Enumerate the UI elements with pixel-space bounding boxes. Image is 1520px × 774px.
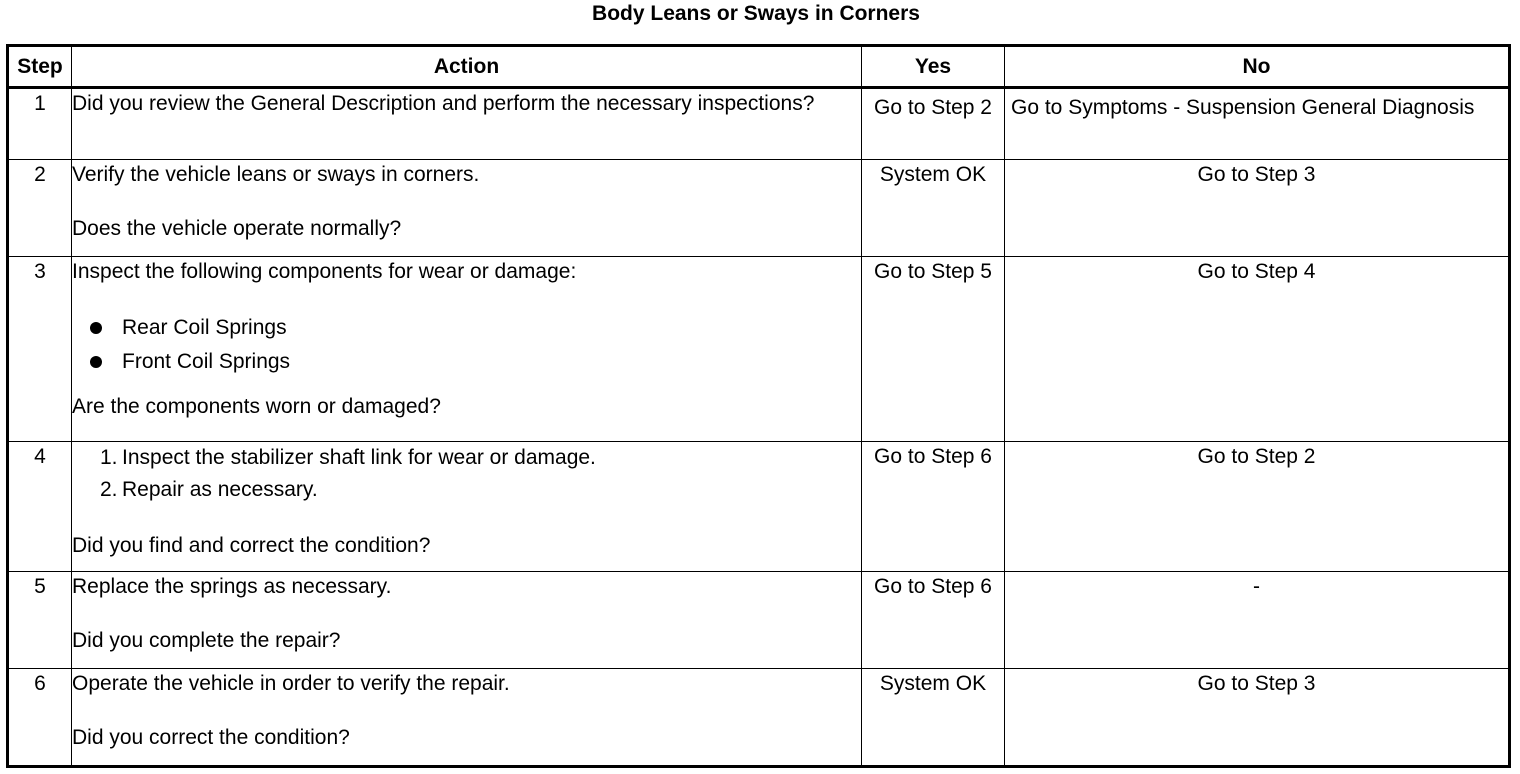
action-text: Did you review the General Description and perform the necessary inspections? bbox=[72, 88, 862, 160]
header-no: No bbox=[1005, 46, 1510, 88]
no-result: Go to Step 3 bbox=[1005, 669, 1510, 767]
procedure-list bbox=[72, 442, 861, 506]
bullet-icon bbox=[90, 322, 102, 334]
list-item: 2. Repair as necessary. bbox=[100, 478, 318, 501]
no-result: Go to Symptoms - Suspension General Diagnosis bbox=[1005, 88, 1510, 160]
header-row bbox=[8, 46, 1510, 88]
action-text: Replace the springs as necessary. bbox=[72, 575, 392, 598]
action-question: Did you correct the condition? bbox=[72, 726, 350, 749]
table-row bbox=[8, 160, 1510, 257]
table-row bbox=[8, 572, 1510, 669]
step-number: 2 bbox=[8, 160, 72, 257]
table-row bbox=[8, 88, 1510, 160]
no-result: Go to Step 2 bbox=[1005, 442, 1510, 572]
action-cell bbox=[72, 669, 862, 767]
action-question: Did you find and correct the condition? bbox=[72, 534, 431, 557]
action-text: Verify the vehicle leans or sways in corners. bbox=[72, 163, 480, 186]
action-question: Does the vehicle operate normally? bbox=[72, 217, 402, 240]
action-question: Did you complete the repair? bbox=[72, 629, 341, 652]
yes-result: Go to Step 6 bbox=[862, 442, 1005, 572]
no-result: Go to Step 3 bbox=[1005, 160, 1510, 257]
yes-result: Go to Step 2 bbox=[862, 88, 1005, 160]
list-item: Front Coil Springs bbox=[72, 345, 861, 379]
step-number: 5 bbox=[8, 572, 72, 669]
action-cell bbox=[72, 257, 862, 442]
table-row bbox=[8, 669, 1510, 767]
action-cell bbox=[72, 572, 862, 669]
list-item: 1. Inspect the stabilizer shaft link for wear or damage. bbox=[100, 446, 596, 469]
action-cell bbox=[72, 442, 862, 572]
table-row bbox=[8, 257, 1510, 442]
step-number: 6 bbox=[8, 669, 72, 767]
action-cell bbox=[72, 160, 862, 257]
step-number: 3 bbox=[8, 257, 72, 442]
yes-result: Go to Step 5 bbox=[862, 257, 1005, 442]
header-yes: Yes bbox=[862, 46, 1005, 88]
yes-result: System OK bbox=[862, 160, 1005, 257]
bullet-icon bbox=[90, 356, 102, 368]
page-title: Body Leans or Sways in Corners bbox=[592, 2, 920, 25]
diagnostic-table bbox=[6, 44, 1511, 768]
yes-result: Go to Step 6 bbox=[862, 572, 1005, 669]
header-action: Action bbox=[72, 46, 862, 88]
action-text: Operate the vehicle in order to verify the repair. bbox=[72, 672, 510, 695]
list-item: Rear Coil Springs bbox=[72, 311, 861, 345]
yes-result: System OK bbox=[862, 669, 1005, 767]
table-row bbox=[8, 442, 1510, 572]
no-result: Go to Step 4 bbox=[1005, 257, 1510, 442]
action-text: Inspect the following components for wear or damage: bbox=[72, 260, 577, 283]
no-result: - bbox=[1005, 572, 1510, 669]
action-question: Are the components worn or damaged? bbox=[72, 395, 441, 418]
header-step: Step bbox=[8, 46, 72, 88]
step-number: 1 bbox=[8, 88, 72, 160]
component-list bbox=[72, 311, 861, 379]
step-number: 4 bbox=[8, 442, 72, 572]
